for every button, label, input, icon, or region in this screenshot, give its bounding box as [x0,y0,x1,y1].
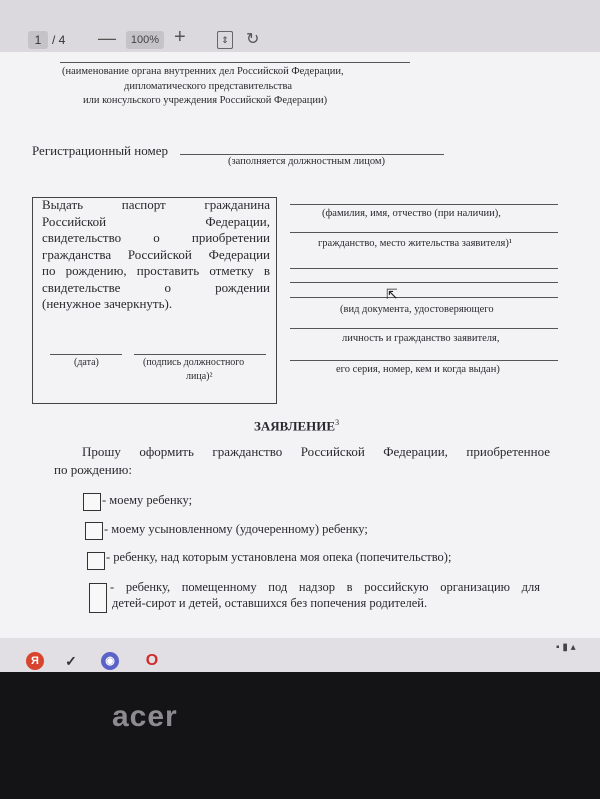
pdf-toolbar [0,0,600,53]
blank-line-5 [290,360,558,361]
applicant-name-caption: (фамилия, имя, отчество (при наличии), [322,208,501,219]
rotate-icon[interactable]: ↻ [246,31,260,48]
statement-title: ЗАЯВЛЕНИЕ$^3$ [254,418,340,434]
authority-caption-1: (наименование органа внутренних дел Российской Федерации, [62,66,344,77]
option-label-4-cont: детей-сирот и детей, оставшихся без попечения родителей. [112,596,428,610]
page-number-input[interactable]: 1 [28,31,48,49]
id-doc-caption-3: его серия, номер, кем и когда выдан) [336,364,500,375]
signature-line [134,354,266,355]
blank-line-4 [290,328,558,329]
official-mark-text: Выдать паспорт гражданина Российской Федерации, свидетельство о приобретении гражданства Российской Федерации по рождению, проставить отметку в свидетельстве о рождении (ненужное зачеркнуть). [42,197,270,311]
authority-line [60,62,410,63]
applicant-citizenship-line [290,232,558,233]
statement-intro-2: по рождению: [54,462,132,477]
zoom-out-button[interactable]: — [98,28,116,48]
authority-caption-3: или консульского учреждения Российской Федерации) [83,95,328,106]
authority-caption-2: дипломатического представительства [124,81,292,92]
option-label-1: - моему ребенку; [102,493,193,507]
zoom-level-input[interactable]: 100% [126,31,164,49]
reg-number-caption: (заполняется должностным лицом) [228,156,386,167]
opera-app-icon[interactable]: O [145,652,159,669]
yandex-app-icon[interactable]: Я [26,652,44,670]
mouse-cursor-icon: ⇱ [386,287,398,303]
option-label-4: - ребенку, помещенному под надзор в российскую организацию для [110,580,540,594]
pdf-page [0,52,600,638]
option-label-3: - ребенку, над которым установлена моя опека (попечительство); [106,550,452,564]
id-doc-caption-1: (вид документа, удостоверяющего [340,304,494,315]
pen-app-icon[interactable]: ✓ [65,653,77,669]
tray-icons: ▪ ▮ ▴ [556,642,576,653]
media-app-icon[interactable]: ◉ [101,652,119,670]
statement-intro-1: Прошу оформить гражданство Российской Федерации, приобретенное [82,444,550,459]
blank-line-1 [290,268,558,269]
option-checkbox-4[interactable] [89,583,107,613]
fit-page-icon[interactable]: ⇕ [217,31,233,49]
signature-caption-2: лица)² [186,371,213,382]
taskbar [0,638,600,672]
id-doc-caption-2: личность и гражданство заявителя, [342,333,500,344]
applicant-citizenship-caption: гражданство, место жительства заявителя)¹ [318,238,512,249]
zoom-in-button[interactable]: + [174,26,186,48]
option-checkbox-1[interactable] [83,493,101,511]
applicant-name-line [290,204,558,205]
option-checkbox-3[interactable] [87,552,105,570]
blank-line-2 [290,282,558,283]
date-line [50,354,122,355]
option-label-2: - моему усыновленному (удочеренному) ребенку; [104,522,368,536]
reg-number-label: Регистрационный номер [32,143,168,158]
date-caption: (дата) [74,357,99,368]
laptop-bezel [0,672,600,799]
page-total: / 4 [52,33,66,47]
blank-line-3 [290,297,558,298]
option-checkbox-2[interactable] [85,522,103,540]
brand-logo: acer [112,700,178,733]
reg-number-line [180,154,444,155]
signature-caption-1: (подпись должностного [143,357,245,368]
